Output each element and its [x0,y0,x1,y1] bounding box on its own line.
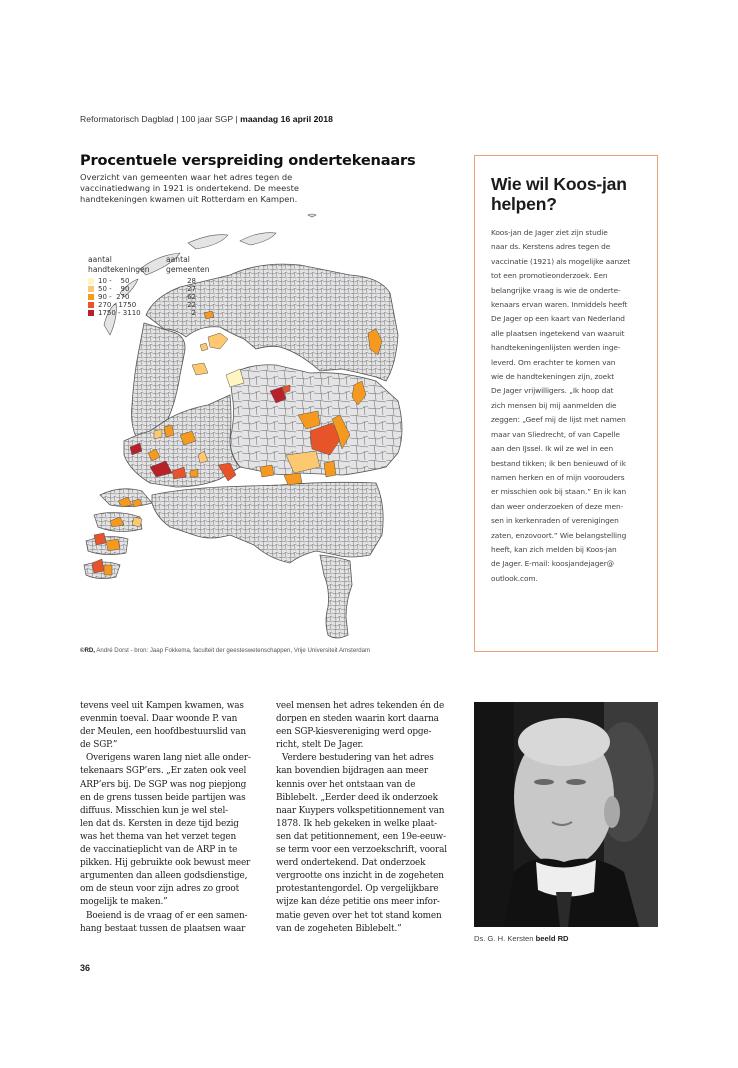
legend-swatch-icon [88,278,94,284]
credit-copyright: ©RD, [80,647,95,654]
legend-count: 28 [187,277,196,285]
map-subtitle: Overzicht van gemeenten waar het adres tegen de vaccinatiedwang in 1921 is ondertekend. De meeste handtekeningen kwamen uit Rotterdam en Kampen. [80,172,299,204]
article-text-line: van de zogeheten Biblebelt.” [276,923,402,934]
sidebar-text-line: heeft, kan zich melden bij Koos-jan [491,544,617,554]
legend-header-line: handtekeningen [88,265,150,274]
article-text-line: mogelijk te maken.” [80,897,168,908]
legend-range: 50 - 90 [98,285,130,293]
legend-header-municipalities [166,255,210,275]
legend-header-line: gemeenten [166,265,210,274]
sidebar-text-line: sen in kerkenraden of verenigingen [491,516,619,526]
legend-header-signatures [88,255,166,275]
article-text-line: dorpen en steden waarin kort daarna [276,714,439,725]
legend-count: 62 [187,293,196,301]
legend-range: 270 - 1750 [98,301,137,309]
sidebar-text-line: maar van Sliedrecht, of van Capelle [491,429,620,439]
sidebar-text-line: zich mensen bij mij aanmelden die [491,400,617,410]
article-text-line: argumenten dan alleen godsdienstige, [80,871,248,882]
article-text-line: kennis over het ontstaan van de [276,779,416,790]
sidebar-text-line: aan den IJssel. Ik wil ze wel in een [491,444,614,454]
article-text-line: Boeiend is de vraag of er een samen- [86,910,248,921]
article-text-line: 1878. Ik heb gekeken in welke plaat- [276,818,437,829]
article-text-line: vergrootte ons inzicht in de zogeheten [276,871,444,882]
article-text-line: matie geven over het tot stand komen [276,910,442,921]
article-text-line: de vaccinatieplicht van de ARP in te [80,845,238,856]
sidebar-text-line: leverd. Om erachter te komen van [491,357,616,367]
article-text-line: werd ondertekend. Dat onderzoek [276,858,426,869]
legend-range: 1750 - 3110 [98,309,141,317]
sidebar-text-line: De Jager op een kaart van Nederland [491,314,625,324]
map-credit [80,647,370,654]
article-text-line: diffuus. Misschien kun je wel stel- [80,805,228,816]
sidebar-text-line: handtekeningenlijsten werden inge- [491,343,621,353]
article-text-line: wijze kan déze petitie ons meer infor- [276,897,440,908]
map-legend [88,255,210,317]
legend-range: 90 - 270 [98,293,130,301]
article-text-line: naar Kuypers volkspetitionnement van [276,805,445,816]
sidebar-text-line: Koos-jan de Jager ziet zijn studie [491,228,608,237]
sidebar-text-line: zaten, enzovoort.” Wie belangstelling [491,530,627,540]
sidebar-text-line: zeggen: „Geef mij de lijst met namen [491,415,626,425]
article-text-line: Overigens waren lang niet alle onder- [86,753,251,764]
photo-caption [474,934,569,943]
sidebar-text-line: bestand tikken; ik ben benieuwd of ik [491,458,626,468]
article-text-line: de SGP.” [80,740,118,751]
article-text-line: protestantengordel. Op vergelijkbare [276,884,439,895]
article-text-line: een SGP-kiesvereniging werd opge- [276,727,432,738]
legend-count: 22 [187,301,196,309]
legend-header-line: aantal [166,255,190,264]
article-text-line: sen dat petitionnement, een 19e-eeuw- [276,831,446,842]
caption-credit: beeld RD [533,934,569,943]
article-text-line: ARP’ers bij. De SGP was nog piepjong [80,779,247,790]
sidebar-text-line: namen herken en of mijn voorouders [491,472,625,482]
article-text-line: was het thema van het verzet tegen [80,831,237,842]
article-text-line: kan bovendien bijdragen aan meer [276,766,428,777]
article-text-line: evenmin toeval. Daar woonde P. van [80,714,238,725]
sidebar-text-line: kenaars ervan waren. Inmiddels heeft [491,300,628,310]
article-text-line: pikken. Hij gebruikte ook bewust meer [80,858,251,869]
sidebar-text-line: dan weer onderzoeken of deze men- [491,501,624,511]
issue-date: maandag 16 april 2018 [240,114,333,124]
legend-row [88,301,210,309]
article-text-line: richt, stelt De Jager. [276,740,364,751]
running-head: Reformatorisch Dagblad | 100 jaar SGP | maandag 16 april 2018 [80,114,333,124]
legend-swatch-icon [88,302,94,308]
legend-rows [88,277,210,317]
article-text-line: len dat ds. Kersten in deze tijd bezig [80,818,239,829]
legend-row [88,277,210,285]
legend-swatch-icon [88,310,94,316]
publication-name: Reformatorisch Dagblad [80,114,174,124]
sidebar-text-line: vaccinatie (1921) als mogelijke aanzet [491,256,631,266]
sidebar-text-line: De Jager vrijwilligers. „Ik hoop dat [491,386,614,396]
legend-range: 10 - 50 [98,277,130,285]
article-text-line: en de grens tussen beide partijen was [80,792,246,803]
sidebar-text-line: naar ds. Kerstens adres tegen de [491,242,611,252]
sidebar-box [474,155,658,652]
page-number: 36 [80,963,91,973]
article-column-1 [80,700,264,936]
legend-count: 2 [191,309,196,317]
legend-row [88,309,210,317]
brabant [152,482,383,563]
sidebar-text-line: tot een promotieonderzoek. Een [491,271,608,281]
sidebar-text-line: de Jager. E-mail: koosjandejager@ [491,559,614,569]
legend-swatch-icon [88,294,94,300]
sidebar-text-line: alle plaatsen ingetekend van waaruit [491,328,625,338]
sidebar-text-line: belangrijke vraag is wie de onderte- [491,285,621,295]
sidebar-body [491,226,651,586]
legend-row [88,293,210,301]
article-text-line: se term voor een verzoekschrift, vooral [276,845,447,856]
sidebar-text-line: wie de handtekeningen zijn, zoekt [491,372,615,382]
article-text-line: Biblebelt. „Eerder deed ik onderzoek [276,792,438,803]
legend-header-line: aantal [88,255,112,264]
article-text-line: tevens veel uit Kampen kwamen, was [80,701,244,711]
portrait-photo [474,702,658,927]
map-title: Procentuele verspreiding ondertekenaars [80,152,416,169]
limburg [320,555,352,638]
article-text-line: veel mensen het adres tekenden én de [276,701,445,711]
article-text-line: Verdere bestudering van het adres [282,753,434,764]
article-text-line: om de steun voor zijn adres zo groot [80,884,239,895]
article-text-line: hang bestaat tussen de plaatsen waar [80,923,246,934]
article-text-line: der Meulen, een hoofdbestuurslid van [80,727,246,738]
sidebar-text-line: er misschien ook bij staan.” En ik kan [491,487,627,497]
section-name: 100 jaar SGP [180,114,233,124]
article-column-2 [276,700,464,936]
article-text-line: tekenaars SGP’ers. „Er zaten ook veel [80,766,247,777]
sidebar-title: Wie wil Koos-jan helpen? [491,174,627,214]
caption-name: Ds. G. H. Kersten [474,934,534,943]
legend-row [88,285,210,293]
sidebar-text-line: outlook.com. [491,573,538,583]
credit-source: André Dorst - bron: Jaap Fokkema, faculteit der geesteswetenschappen, Vrije Universiteit Amsterdam [95,647,371,654]
legend-count: 27 [187,285,196,293]
legend-swatch-icon [88,286,94,292]
